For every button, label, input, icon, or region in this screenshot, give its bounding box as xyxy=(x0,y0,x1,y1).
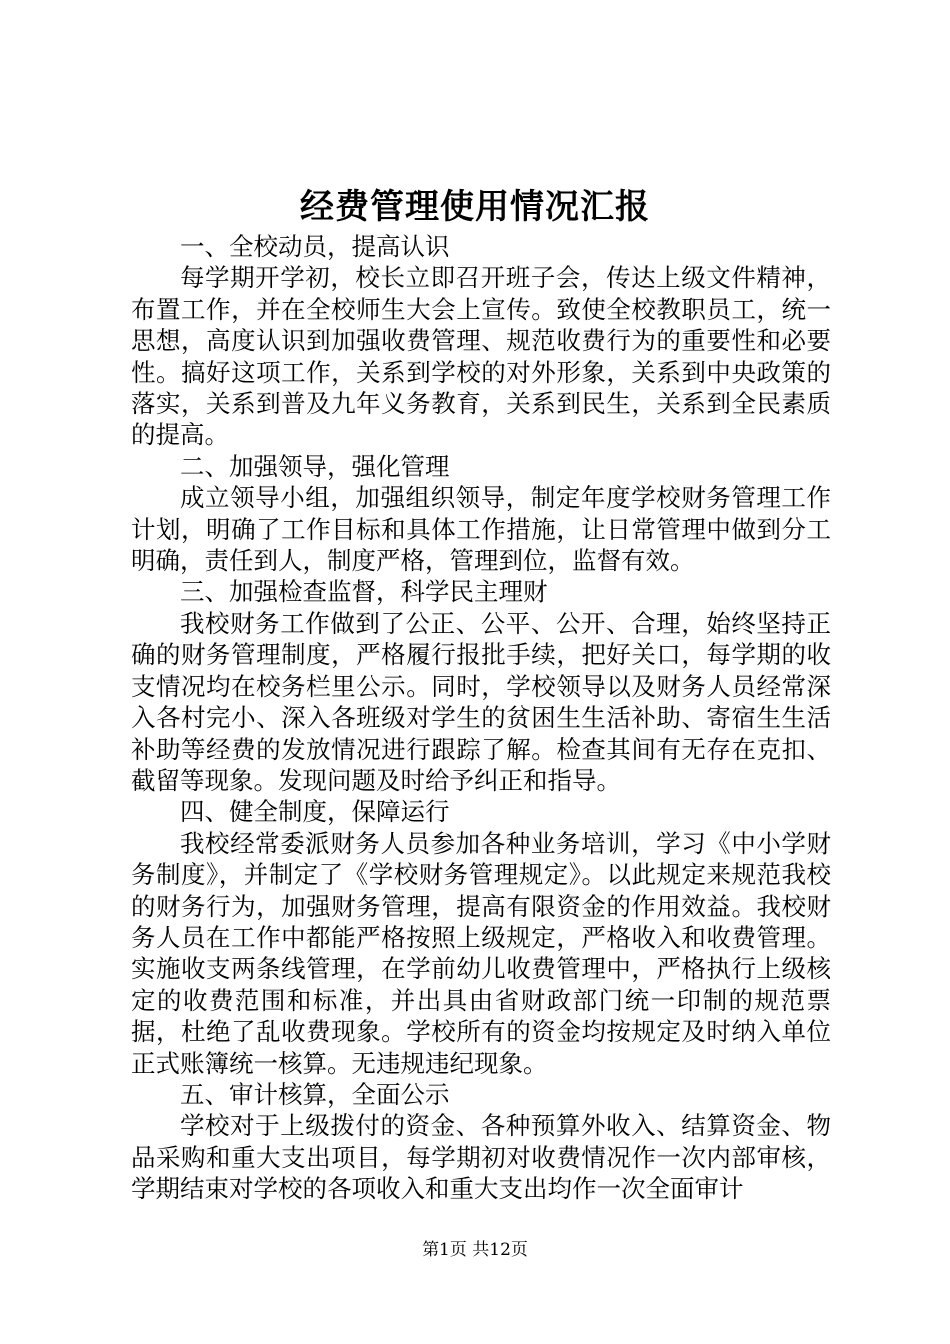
paragraph: 每学期开学初，校长立即召开班子会，传达上级文件精神，布置工作，并在全校师生大会上宣传。致使全校教职员工，统一思想，高度认识到加强收费管理、规范收费行为的重要性和必要性。搞好这项工作，关系到学校的对外形象，关系到中央政策的落实，关系到普及九年义务教育，关系到民生，关系到全民素质的提高。 xyxy=(131,263,831,450)
paragraph: 成立领导小组，加强组织领导，制定年度学校财务管理工作计划，明确了工作目标和具体工作措施，让日常管理中做到分工明确，责任到人，制度严格，管理到位，监督有效。 xyxy=(131,483,831,576)
section-heading: 四、健全制度，保障运行 xyxy=(180,797,450,827)
section-heading: 三、加强检查监督，科学民主理财 xyxy=(180,577,548,607)
section-heading: 一、全校动员，提高认识 xyxy=(180,232,450,261)
paragraph: 学校对于上级拨付的资金、各种预算外收入、结算资金、物品采购和重大支出项目，每学期初对收费情况作一次内部审核，学期结束对学校的各项收入和重大支出均作一次全面审计 xyxy=(131,1111,831,1204)
page-number-footer: 第1页 共12页 xyxy=(422,1240,528,1260)
document-title: 经费管理使用情况汇报 xyxy=(300,187,650,227)
section-heading: 五、审计核算，全面公示 xyxy=(180,1079,450,1109)
paragraph: 我校经常委派财务人员参加各种业务培训，学习《中小学财务制度》，并制定了《学校财务管理规定》。以此规定来规范我校的财务行为，加强财务管理，提高有限资金的作用效益。我校财务人员在工作中都能严格按照上级规定，严格收入和收费管理。实施收支两条线管理，在学前幼儿收费管理中，严格执行上级核定的收费范围和标准，并出具由省财政部门统一印制的规范票据，杜绝了乱收费现象。学校所有的资金均按规定及时纳入单位正式账簿统一核算。无违规违纪现象。 xyxy=(131,828,831,1078)
section-heading: 二、加强领导，强化管理 xyxy=(180,451,450,481)
paragraph: 我校财务工作做到了公正、公平、公开、合理，始终坚持正确的财务管理制度，严格履行报批手续，把好关口，每学期的收支情况均在校务栏里公示。同时，学校领导以及财务人员经常深入各村完小、深入各班级对学生的贫困生生活补助、寄宿生生活补助等经费的发放情况进行跟踪了解。检查其间有无存在克扣、截留等现象。发现问题及时给予纠正和指导。 xyxy=(131,608,831,795)
document-body xyxy=(131,231,831,1205)
